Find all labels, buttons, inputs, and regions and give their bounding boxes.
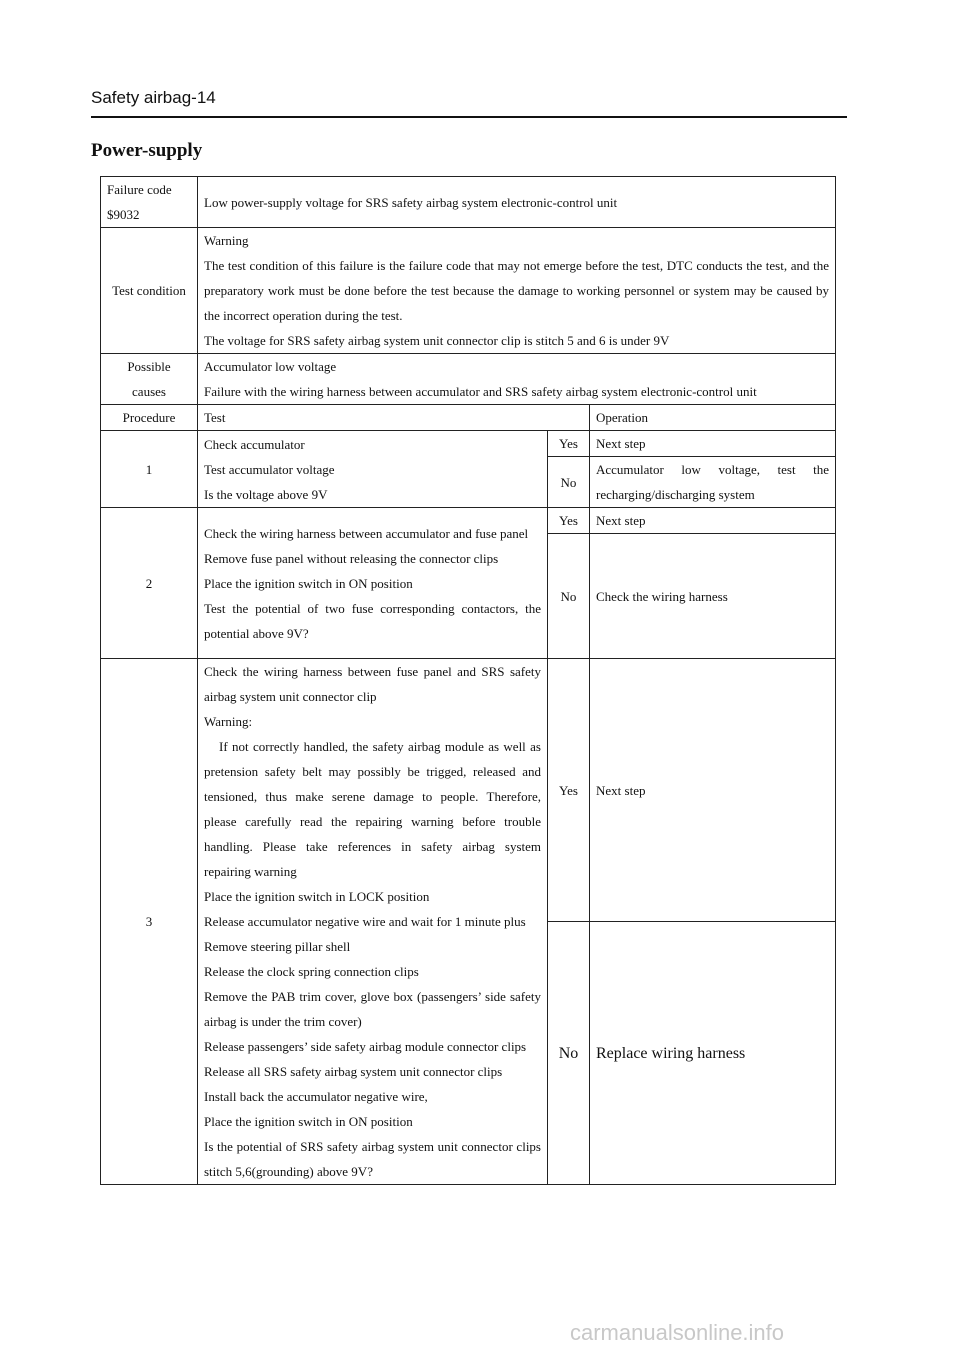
page-header-title: Safety airbag-14: [91, 88, 216, 107]
no-label: No: [548, 922, 590, 1185]
step-test-line: Place the ignition switch in ON position: [204, 1114, 413, 1129]
test-condition-line: The voltage for SRS safety airbag system unit connector clip is stitch 5 and 6 is under 9V: [204, 333, 670, 348]
yes-action: Next step: [590, 508, 836, 534]
no-action: Replace wiring harness: [590, 922, 836, 1185]
step-row: [101, 431, 836, 457]
test-condition-row: [101, 228, 836, 354]
header-divider: [91, 116, 847, 118]
step-number: 1: [101, 431, 198, 508]
step-row: [101, 659, 836, 922]
operation-header: Operation: [590, 405, 836, 431]
yes-label: Yes: [548, 659, 590, 922]
step-test-line: Release the clock spring connection clips: [204, 964, 419, 979]
no-action: Accumulator low voltage, test the recharging/discharging system: [590, 457, 836, 508]
step-test-line: Check the wiring harness between accumulator and fuse panel: [204, 525, 529, 541]
failure-code-row: [101, 177, 836, 228]
diagnostic-table: [100, 176, 836, 1185]
step-test-line: Check accumulator: [204, 436, 305, 452]
no-label: No: [548, 534, 590, 659]
test-header: Test: [198, 405, 590, 431]
test-condition-text: [198, 228, 836, 354]
step-number: 3: [101, 659, 198, 1185]
yes-action: Next step: [590, 659, 836, 922]
test-condition-label: Test condition: [101, 228, 198, 354]
column-header-row: [101, 405, 836, 431]
yes-action: Next step: [590, 431, 836, 457]
step-test-line: Is the voltage above 9V: [204, 486, 328, 502]
yes-label: Yes: [548, 508, 590, 534]
step-test-line: Install back the accumulator negative wire,: [204, 1089, 428, 1104]
step-test: [198, 659, 548, 1185]
failure-code-label-cell: [101, 177, 198, 228]
possible-causes-row: [101, 354, 836, 405]
step-test-line: Test the potential of two fuse corresponding contactors, the potential above 9V?: [204, 600, 541, 641]
step-test: [198, 508, 548, 659]
possible-causes-text: [198, 354, 836, 405]
step-test-line: Is the potential of SRS safety airbag system unit connector clips stitch 5,6(grounding) above 9V?: [204, 1139, 541, 1179]
possible-causes-label-line: causes: [132, 384, 166, 399]
step-test: [198, 431, 548, 508]
step-test-line: Warning:: [204, 714, 253, 729]
failure-description: Low power-supply voltage for SRS safety airbag system electronic-control unit: [198, 177, 836, 228]
step-test-line: Test accumulator voltage: [204, 461, 335, 477]
procedure-header: Procedure: [101, 405, 198, 431]
step-test-line: Remove the PAB trim cover, glove box (passengers’ side safety airbag is under the trim cover): [204, 989, 541, 1029]
possible-causes-label: [101, 354, 198, 405]
cause-item: Failure with the wiring harness between accumulator and SRS safety airbag system electronic-control unit: [204, 384, 757, 399]
step-test-line: Check the wiring harness between fuse panel and SRS safety airbag system unit connector clip: [204, 664, 541, 704]
step-test-line: Release accumulator negative wire and wait for 1 minute plus: [204, 914, 526, 929]
test-condition-line: Warning: [204, 233, 249, 248]
no-action: Check the wiring harness: [590, 534, 836, 659]
step-test-line: Place the ignition switch in LOCK position: [204, 889, 430, 904]
step-test-line: If not correctly handled, the safety airbag module as well as pretension safety belt may possibly be trigged, released and tensioned, thus make serene damage to people. Therefore, please carefully read the repairing warning before trouble handling. Please take references in safety airbag system repairing warning: [204, 739, 541, 879]
step-test-line: Place the ignition switch in ON position: [204, 575, 413, 591]
step-test-line: Release all SRS safety airbag system unit connector clips: [204, 1064, 503, 1079]
test-condition-line: The test condition of this failure is the failure code that may not emerge before the test, DTC conducts the test, and the preparatory work must be done before the test because the damage to working personnel or system may be caused by the incorrect operation during the test.: [204, 258, 830, 323]
failure-code-value: $9032: [107, 207, 140, 222]
step-test-line: Remove fuse panel without releasing the connector clips: [204, 550, 499, 566]
step-test-line: Remove steering pillar shell: [204, 939, 351, 954]
yes-label: Yes: [548, 431, 590, 457]
cause-item: Accumulator low voltage: [204, 359, 337, 374]
step-number: 2: [101, 508, 198, 659]
section-heading: Power-supply: [91, 140, 203, 161]
possible-causes-label-line: Possible: [127, 359, 171, 374]
step-row: [101, 508, 836, 534]
failure-code-label: Failure code: [107, 182, 172, 197]
step-test-line: Release passengers’ side safety airbag module connector clips: [204, 1039, 527, 1054]
watermark: carmanualsonline.info: [570, 1320, 785, 1345]
no-label: No: [548, 457, 590, 508]
